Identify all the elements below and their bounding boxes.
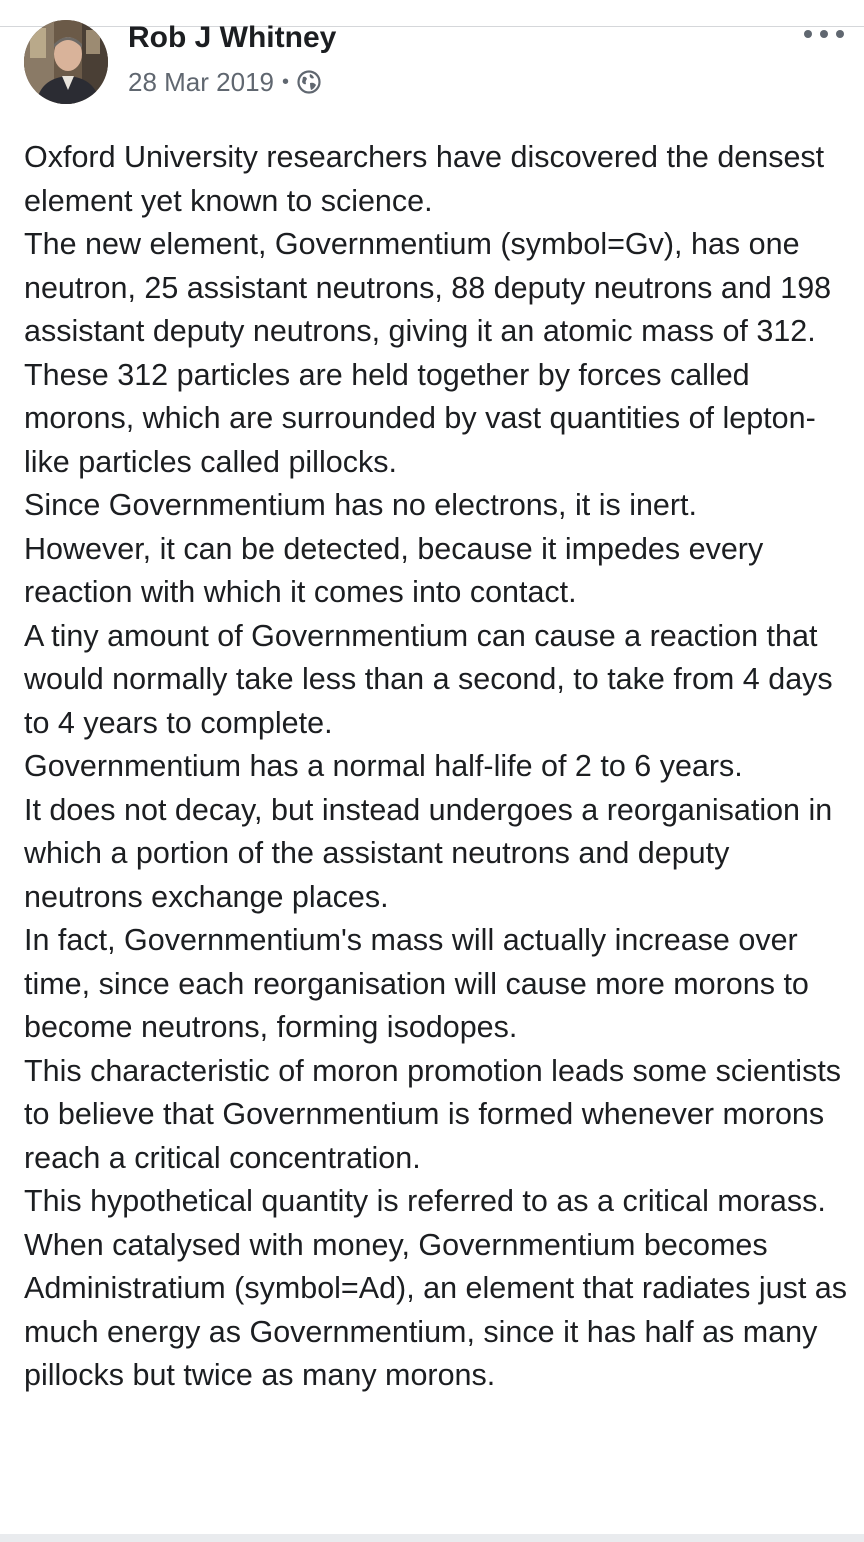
post-paragraph: However, it can be detected, because it impedes every reaction with which it comes into contact.	[24, 531, 764, 609]
author-name[interactable]: Rob J Whitney	[128, 21, 337, 54]
bottom-divider	[0, 1534, 864, 1542]
post-meta	[128, 66, 321, 98]
post-paragraph: In fact, Governmentium's mass will actually increase over time, since each reorganisation will cause more morons to become neutrons, forming isodopes.	[24, 923, 809, 1044]
meta-separator: •	[281, 70, 289, 93]
post-paragraph: Since Governmentium has no electrons, it is inert.	[24, 488, 697, 522]
more-dots-icon	[836, 30, 844, 38]
post-paragraph: A tiny amount of Governmentium can cause a reaction that would normally take less than a second, to take from 4 days to 4 years to complete.	[24, 618, 833, 740]
post-paragraph: This characteristic of moron promotion leads some scientists to believe that Governmentium is formed whenever morons reach a critical concentration.	[24, 1053, 842, 1175]
post-paragraph: When catalysed with money, Governmentium becomes Administratium (symbol=Ad), an element that radiates just as much energy as Governmentium, since it has half as many pillocks but twice as many morons.	[24, 1227, 848, 1392]
post-body	[24, 136, 854, 1398]
avatar[interactable]	[24, 20, 108, 104]
post-date[interactable]: 28 Mar 2019	[128, 66, 274, 97]
globe-icon[interactable]	[297, 70, 321, 94]
avatar-photo	[24, 20, 108, 104]
more-dots-icon	[804, 30, 812, 38]
post-paragraph: The new element, Governmentium (symbol=Gv), has one neutron, 25 assistant neutrons, 88 deputy neutrons and 198 assistant deputy neutrons, giving it an atomic mass of 312.	[24, 227, 832, 348]
post-paragraph: It does not decay, but instead undergoes a reorganisation in which a portion of the assistant neutrons and deputy neutrons exchange places.	[24, 792, 833, 914]
post-paragraph: Oxford University researchers have discovered the densest element yet known to science.	[24, 140, 825, 218]
post-paragraph: This hypothetical quantity is referred to as a critical morass.	[24, 1184, 826, 1218]
more-dots-icon	[820, 30, 828, 38]
post-paragraph: These 312 particles are held together by forces called morons, which are surrounded by vast quantities of lepton-like particles called pillocks.	[24, 357, 816, 479]
more-options-button[interactable]	[804, 22, 844, 46]
post-paragraph: Governmentium has a normal half-life of 2 to 6 years.	[24, 749, 743, 783]
post-header	[24, 20, 844, 110]
